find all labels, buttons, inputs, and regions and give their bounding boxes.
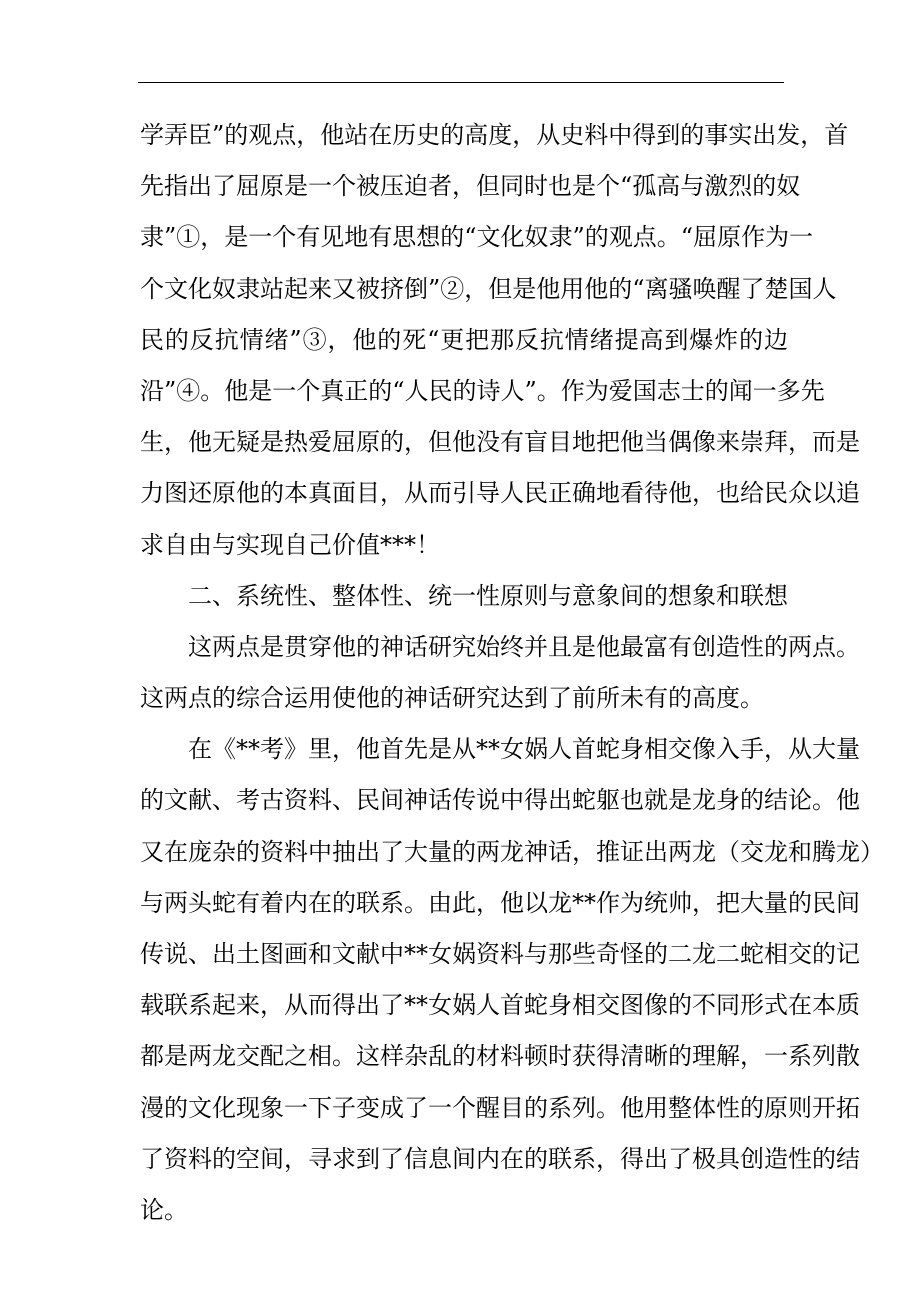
text-line: 传说、出土图画和文献中**女娲资料与那些奇怪的二龙二蛇相交的记	[140, 940, 860, 968]
text-line: 的文献、考古资料、民间神话传说中得出蛇躯也就是龙身的结论。他	[140, 786, 860, 815]
text-line: 都是两龙交配之相。这样杂乱的材料顿时获得清晰的理解，一系列散	[140, 1042, 860, 1071]
body-text	[140, 110, 884, 1236]
text-line: 生，他无疑是热爱屈原的，但他没有盲目地把他当偶像来崇拜，而是	[140, 428, 860, 457]
text-line: 学弄臣”的观点，他站在历史的高度，从史料中得到的事实出发，首	[140, 121, 849, 149]
text-line: 这两点是贯穿他的神话研究始终并且是他最富有创造性的两点。	[188, 632, 860, 661]
text-line: 在《**考》里，他首先是从**女娲人首蛇身相交像入手，从大量	[188, 735, 860, 764]
text-line: 载联系起来，从而得出了**女娲人首蛇身相交图像的不同形式在本质	[140, 991, 860, 1020]
text-line: 了资料的空间，寻求到了信息间内在的联系，得出了极具创造性的结	[140, 1144, 860, 1173]
text-line: 个文化奴隶站起来又被挤倒”②，但是他用他的“离骚唤醒了楚国人	[140, 274, 837, 303]
text-line: 先指出了屈原是一个被压迫者，但同时也是个“孤高与激烈的奴	[140, 172, 801, 201]
text-line: 二、系统性、整体性、统一性原则与意象间的想象和联想	[188, 581, 788, 610]
text-line: 求自由与实现自己价值***！	[140, 530, 440, 559]
text-line: 沿”④。他是一个真正的“人民的诗人”。作为爱国志士的闻一多先	[140, 376, 825, 405]
text-line: 这两点的综合运用使他的神话研究达到了前所未有的高度。	[140, 684, 764, 713]
text-line: 又在庞杂的资料中抽出了大量的两龙神话，推证出两龙（交龙和腾龙）	[140, 837, 884, 866]
text-line: 隶”①，是一个有见地有思想的“文化奴隶”的观点。“屈原作为一	[140, 223, 814, 252]
text-line: 与两头蛇有着内在的联系。由此，他以龙**作为统帅，把大量的民间	[140, 888, 860, 917]
text-line: 漫的文化现象一下子变成了一个醒目的系列。他用整体性的原则开拓	[140, 1093, 860, 1122]
header-rule	[138, 82, 784, 83]
text-line: 力图还原他的本真面目，从而引导人民正确地看待他，也给民众以追	[140, 479, 860, 508]
text-line: 民的反抗情绪”③，他的死“更把那反抗情绪提高到爆炸的边	[140, 325, 788, 354]
text-line: 论。	[140, 1195, 188, 1224]
